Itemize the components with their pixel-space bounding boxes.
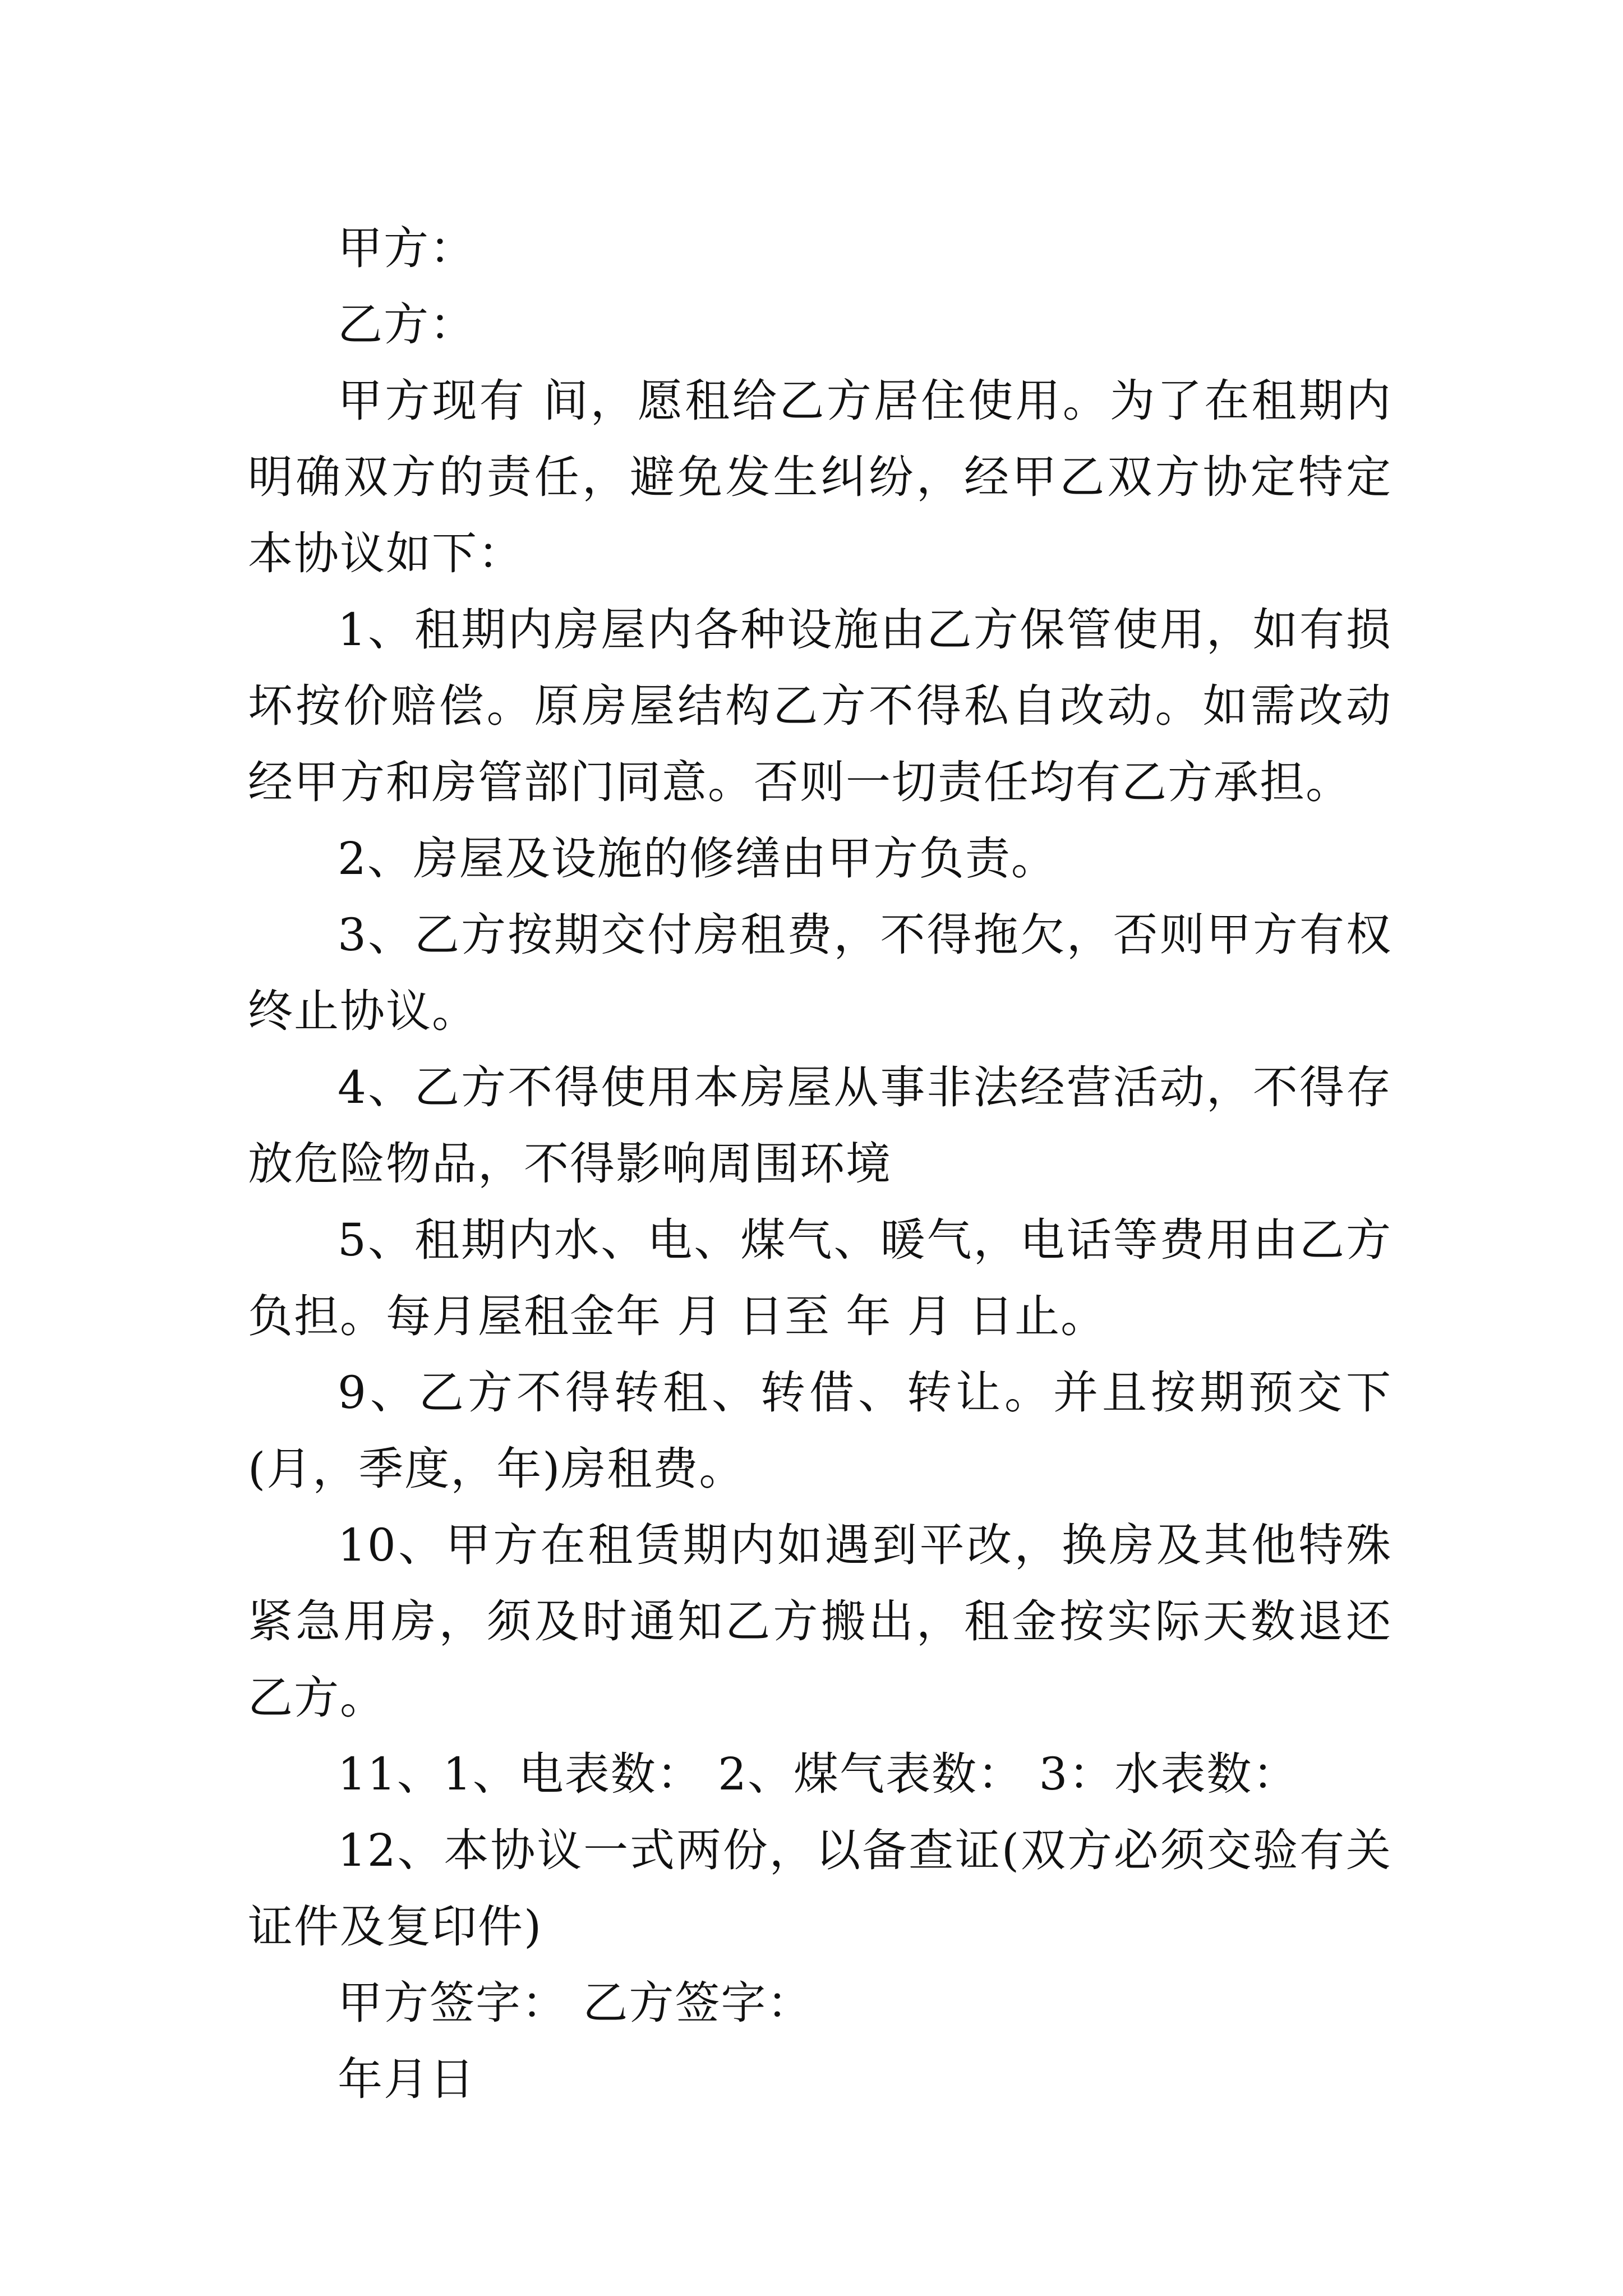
agreement-body xyxy=(248,210,1392,2118)
clause-9: 9、乙方不得转租、转借、转让。并且按期预交下(月，季度，年)房租费。 xyxy=(248,1366,1392,1495)
signature-line: 甲方签字： 乙方签字： xyxy=(338,1977,813,2029)
clause-5: 5、租期内水、电、煤气、暖气，电话等费用由乙方负担。每月屋租金年 月 日至 年 月 日止。 xyxy=(248,1214,1392,1342)
clause-10: 10、甲方在租赁期内如遇到平改，换房及其他特殊紧急用房，须及时通知乙方搬出，租金按实际天数退还乙方。 xyxy=(248,1519,1392,1724)
clause-1: 1、租期内房屋内各种设施由乙方保管使用，如有损坏按价赔偿。原房屋结构乙方不得私自改动。如需改动经甲方和房管部门同意。否则一切责任均有乙方承担。 xyxy=(248,604,1392,808)
party-a-line: 甲方： xyxy=(338,222,476,274)
clause-12: 12、本协议一式两份，以备查证(双方必须交验有关证件及复印件) xyxy=(248,1824,1392,1953)
clause-11: 11、1、电表数： 2、煤气表数： 3：水表数： xyxy=(338,1748,1299,1800)
clause-2: 2、房屋及设施的修缮由甲方负责。 xyxy=(338,832,1057,885)
party-b-line: 乙方： xyxy=(338,298,476,351)
clause-3: 3、乙方按期交付房租费，不得拖欠，否则甲方有权终止协议。 xyxy=(248,909,1392,1037)
clause-4: 4、乙方不得使用本房屋从事非法经营活动，不得存放危险物品，不得影响周围环境 xyxy=(248,1061,1392,1190)
intro-paragraph: 甲方现有 间，愿租给乙方居住使用。为了在租期内明确双方的责任，避免发生纠纷，经甲乙双方协定特定本协议如下： xyxy=(248,375,1392,579)
date-line: 年月日 xyxy=(338,2053,476,2105)
